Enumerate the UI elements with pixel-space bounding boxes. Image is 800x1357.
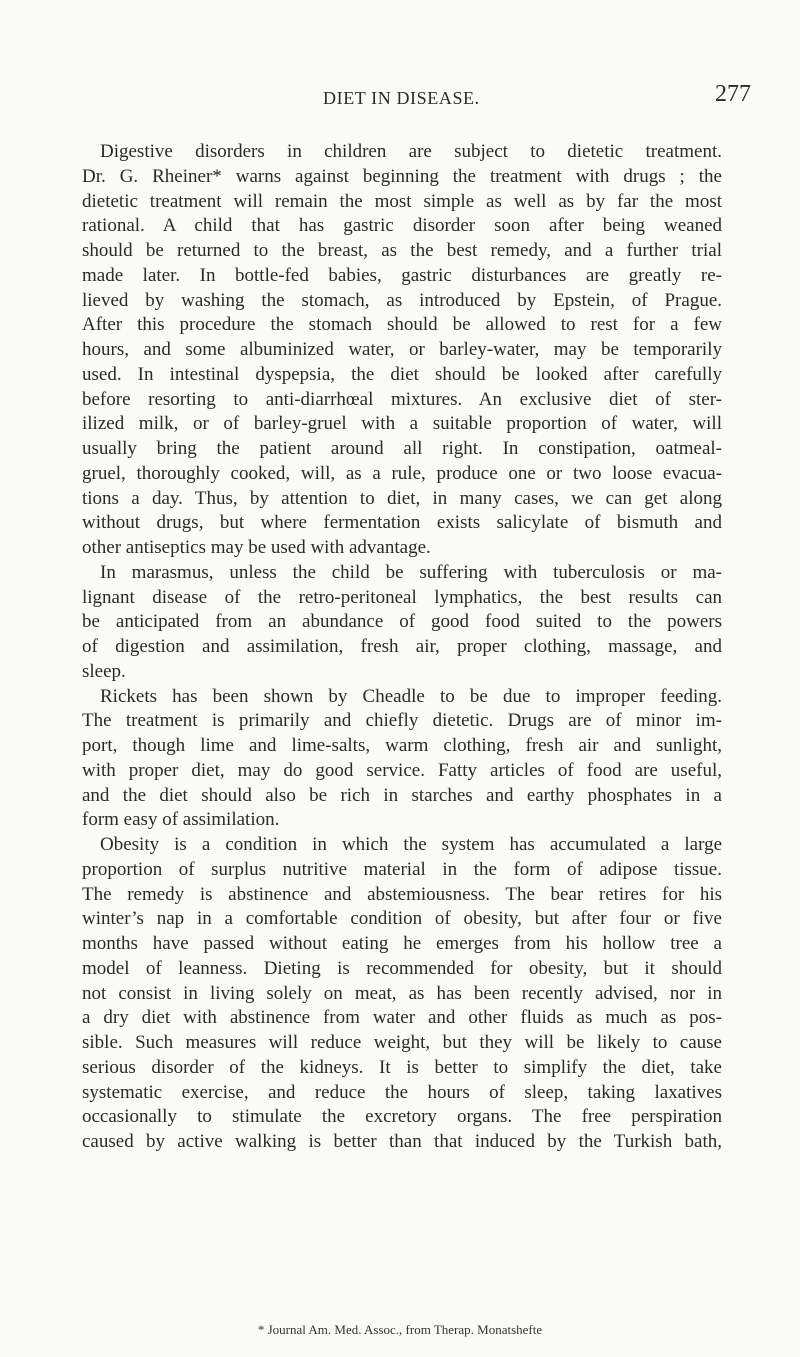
text-line: sible. Such measures will reduce weight, but they will be likely to cause xyxy=(82,1032,722,1053)
text-line: before resorting to anti-diarrhœal mixtures. An exclusive diet of ster- xyxy=(82,388,722,410)
page-number: 277 xyxy=(715,81,751,107)
text-line: of digestion and assimilation, fresh air, proper clothing, massage, and xyxy=(82,636,722,657)
text-line: In marasmus, unless the child be suffering with tuberculosis or ma- xyxy=(100,561,722,583)
text-line: model of leanness. Dieting is recommended for obesity, but it should xyxy=(82,957,722,979)
running-head xyxy=(0,81,800,118)
text-line: made later. In bottle-fed babies, gastric disturbances are greatly re- xyxy=(82,264,722,286)
text-line: gruel, thoroughly cooked, will, as a rule, produce one or two loose evacua- xyxy=(82,462,722,484)
text-line: and the diet should also be rich in starches and earthy phosphates in a xyxy=(82,784,722,806)
text-line: lignant disease of the retro-peritoneal lymphatics, the best results can xyxy=(82,586,722,608)
text-line: tions a day. Thus, by attention to diet, in many cases, we can get along xyxy=(82,487,722,509)
text-line: ilized milk, or of barley-gruel with a suitable proportion of water, will xyxy=(82,413,722,435)
text-line: other antiseptics may be used with advantage. xyxy=(82,537,431,558)
text-line: The remedy is abstinence and abstemiousness. The bear retires for his xyxy=(82,883,722,905)
body-text xyxy=(82,140,722,1155)
text-line: months have passed without eating he emerges from his hollow tree a xyxy=(82,933,722,954)
text-line: Dr. G. Rheiner* warns against beginning the treatment with drugs ; the xyxy=(82,165,722,187)
text-line: dietetic treatment will remain the most simple as well as by far the most xyxy=(82,190,722,212)
text-line: rational. A child that has gastric disorder soon after being weaned xyxy=(82,215,722,237)
text-line: serious disorder of the kidneys. It is better to simplify the diet, take xyxy=(82,1056,722,1078)
text-line: be anticipated from an abundance of good food suited to the powers xyxy=(82,611,722,633)
text-line: port, though lime and lime-salts, warm clothing, fresh air and sunlight, xyxy=(82,735,722,756)
footnote: * Journal Am. Med. Assoc., from Therap. Monatshefte xyxy=(257,1322,543,1337)
text-line: usually bring the patient around all right. In constipation, oatmeal- xyxy=(82,438,722,459)
text-line: After this procedure the stomach should be allowed to rest for a few xyxy=(82,314,722,336)
text-line: hours, and some albuminized water, or barley-water, may be temporarily xyxy=(82,339,722,360)
text-line: should be returned to the breast, as the best remedy, and a further trial xyxy=(82,240,722,261)
text-line: systematic exercise, and reduce the hours of sleep, taking laxatives xyxy=(82,1081,722,1103)
text-line: Rickets has been shown by Cheadle to be due to improper feeding. xyxy=(100,685,722,707)
text-line: proportion of surplus nutritive material in the form of adipose tissue. xyxy=(82,858,722,880)
text-line: winter’s nap in a comfortable condition of obesity, but after four or five xyxy=(82,908,722,930)
text-line: used. In intestinal dyspepsia, the diet should be looked after carefully xyxy=(82,363,722,385)
text-line: Obesity is a condition in which the system has accumulated a large xyxy=(100,834,722,855)
text-line: form easy of assimilation. xyxy=(82,809,280,831)
text-line: Digestive disorders in children are subject to dietetic treatment. xyxy=(100,141,722,162)
text-line: The treatment is primarily and chiefly dietetic. Drugs are of minor im- xyxy=(82,710,722,732)
text-line: with proper diet, may do good service. Fatty articles of food are useful, xyxy=(82,759,722,781)
text-line: lieved by washing the stomach, as introduced by Epstein, of Prague. xyxy=(82,289,722,311)
text-line: caused by active walking is better than that induced by the Turkish bath, xyxy=(82,1131,722,1152)
text-line: sleep. xyxy=(82,660,126,682)
text-line: a dry diet with abstinence from water and other fluids as much as pos- xyxy=(82,1007,722,1029)
text-line: without drugs, but where fermentation exists salicylate of bismuth and xyxy=(82,512,722,534)
text-line: not consist in living solely on meat, as has been recently advised, nor in xyxy=(82,982,722,1004)
text-line: occasionally to stimulate the excretory organs. The free perspiration xyxy=(82,1106,722,1128)
running-title: DIET IN DISEASE. xyxy=(323,88,480,108)
